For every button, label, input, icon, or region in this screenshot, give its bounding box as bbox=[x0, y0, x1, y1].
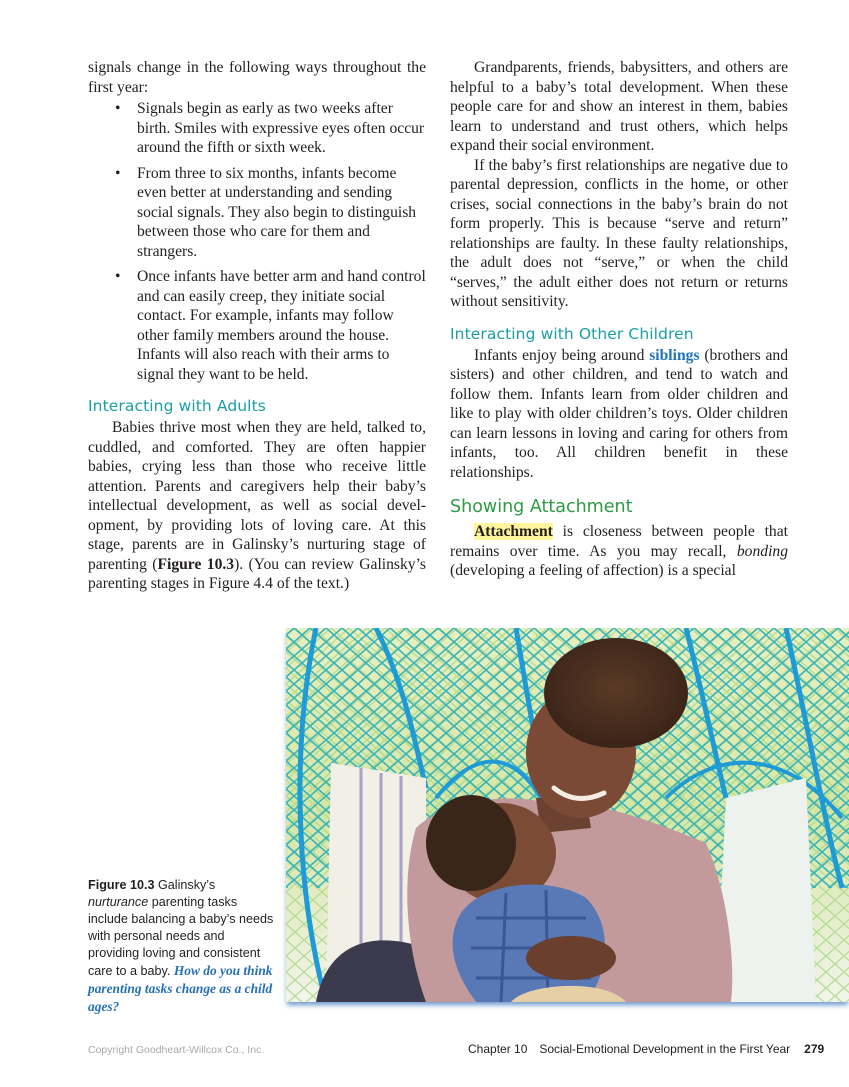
bullet-icon: • bbox=[115, 268, 121, 285]
bullet-icon: • bbox=[115, 100, 121, 117]
caption-question: How do you think parenting tasks change as a child ages? bbox=[88, 963, 273, 1014]
paragraph-negative-relationships: If the baby’s first relationships are negative due to parental depression, conflicts in the home, or other crises, social connections in the baby’s brain do not form properly. This is because “serve and return” relationships are faulty. In these faulty relationships, the adult does not “serve,” or when the child “serves,” the adult either does not return or returns without sensitivity. bbox=[450, 156, 788, 310]
caption-label: Figure 10.3 bbox=[88, 878, 155, 892]
children-paragraph: Infants enjoy being around siblings (brothers and sisters) and other children, and tend to watch and follow them. Infants learn from older children and like to play with older children’s toys. Older children can learn lessons in loving and caring for others from infants, too. All children benefit in these relationships. bbox=[450, 346, 788, 481]
term-bonding: bonding bbox=[736, 542, 788, 560]
figure-reference[interactable]: Figure 10.3 bbox=[157, 555, 235, 573]
bullet-icon: • bbox=[115, 164, 121, 182]
figure-caption: Figure 10.3 Galinsky’s nurturance parenting tasks include balancing a baby’s needs with personal needs and providing loving and consistent care to a baby. How do you think parenting tasks change as a child ages? bbox=[88, 878, 274, 1014]
left-column bbox=[88, 58, 426, 594]
adults-paragraph: Babies thrive most when they are held, talked to, cuddled, and comforted. They are often happier babies, crying less than those who receive little attention. Parents and caregivers help their baby’s intellectual development, as well as social development, by providing lots of loving care. At this stage, parents are in Galinsky’s nurturing stage of parenting (Figure 10.3). (You can review Galinsky’s parenting stages in Figure 4.4 of the text.) bbox=[88, 419, 426, 592]
footer-copyright: Copyright Goodheart-Willcox Co., Inc. bbox=[88, 1044, 265, 1056]
keyword-siblings[interactable]: siblings bbox=[649, 346, 700, 364]
footer-running-head bbox=[468, 1042, 824, 1056]
bullet-item: • From three to six months, infants become even better at understanding and sending social signals. They also begin to distinguish between those who care for them and strangers. bbox=[115, 164, 417, 260]
father-hair bbox=[544, 638, 688, 748]
bullet-list bbox=[88, 99, 426, 384]
baby-hair bbox=[426, 795, 516, 891]
right-column bbox=[450, 58, 788, 581]
bullet-item: • Signals begin as early as two weeks after birth. Smiles with expressive eyes often occur around the fifth or sixth week. bbox=[115, 100, 425, 156]
footer-chapter: Chapter 10 bbox=[468, 1042, 528, 1056]
figure-photo bbox=[286, 628, 849, 1002]
paragraph-grandparents: Grandparents, friends, babysitters, and others are helpful to a baby’s total development. When these people care for and show an interest in them, babies learn to understand and trust others, which helps expand their social environment. bbox=[450, 59, 788, 154]
page-number: 279 bbox=[804, 1042, 825, 1056]
keyword-attachment[interactable]: Attachment bbox=[474, 523, 553, 540]
heading-interacting-with-adults: Interacting with Adults bbox=[88, 397, 266, 415]
bullet-item: • Once infants have better arm and hand control and can easily creep, they initiate social contact. For example, infants may follow other family members around the house. Infants will also reach with their arms to signal they want to be held. bbox=[115, 268, 426, 383]
heading-showing-attachment: Showing Attachment bbox=[450, 497, 633, 517]
heading-interacting-with-other-children: Interacting with Other Children bbox=[450, 324, 694, 343]
intro-text: signals change in the following ways throughout the first year: bbox=[88, 59, 426, 96]
footer-chapter-title: Social-Emotional Development in the First Year bbox=[539, 1042, 791, 1056]
photo-father-baby bbox=[286, 628, 849, 1002]
attachment-paragraph: Attachment is closeness between people that remains over time. As you may recall, bonding (developing a feeling of affection) is a special bbox=[450, 523, 788, 579]
father-hand bbox=[526, 936, 616, 980]
